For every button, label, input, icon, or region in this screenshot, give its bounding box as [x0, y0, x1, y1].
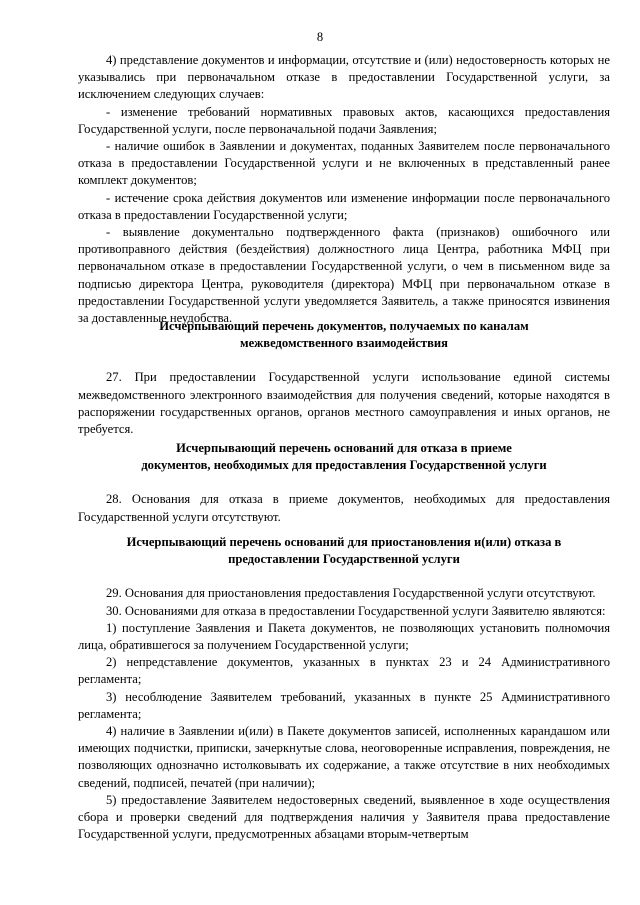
exception-4: - выявление документально подтвержденного факта (признаков) ошибочного или противоправного действия (бездействия) должностного лица Центра, работника МФЦ при первоначальном отказе в предоставлении Государственной услуги, о чем в письменном виде за подписью директора Центра, руководителя (директора) МФЦ при первоначальном отказе в предоставлении Государственной услуги уведомляется Заявитель, а также приносятся извинения за доставленные неудобства. [78, 225, 610, 326]
exception-1: - изменение требований нормативных правовых актов, касающихся предоставления Государственной услуги, после первоначальной подачи Заявления; [78, 104, 610, 136]
paragraph-27: 27. При предоставлении Государственной услуги использование единой системы межведомственного электронного взаимодействия для получения сведений, которые находятся в распоряжении государственных органов, органов местного самоуправления и иных органов, не требуется. [78, 370, 610, 437]
section-interagency [78, 318, 610, 438]
exception-3: - истечение срока действия документов или изменение информации после первоначального отказа в предоставлении Государственной услуги; [78, 190, 610, 222]
ground-3: 3) несоблюдение Заявителем требований, указанных в пункте 25 Административного регламента; [78, 689, 610, 721]
ground-5: 5) предоставление Заявителем недостоверных сведений, выявленное в ходе осуществления сбора и проверки сведений для подтверждения наличия у Заявителя права предоставление Государственной услуги, предусмотренных абзацами вторым-четвертым [78, 792, 610, 842]
section-heading-line1: Исчерпывающий перечень оснований для отказа в приеме [176, 441, 512, 455]
paragraph-30: 30. Основаниями для отказа в предоставлении Государственной услуги Заявителю являются: [106, 603, 606, 618]
section-heading-line1: Исчерпывающий перечень оснований для приостановления и(или) отказа в [126, 535, 562, 549]
block-refusal-exceptions [78, 52, 610, 327]
item-4: 4) представление документов и информации, отсутствие и (или) недостоверность которых не указывались при первоначальном отказе в предоставлении Государственной услуги, за исключением следующих случаев: [78, 53, 610, 102]
ground-4: 4) наличие в Заявлении и(или) в Пакете документов записей, исполненных карандашом или имеющих подчистки, приписки, зачеркнутые слова, неоговоренные исправления, повреждения, не позволяющих однозначно истолковывать их содержание, а также отсутствие в них необходимых сведений, подписей, печатей (при наличии); [78, 724, 610, 790]
section-suspension-refusal [78, 534, 610, 843]
ground-1: 1) поступление Заявления и Пакета документов, не позволяющих установить полномочия лица, обратившегося за получением Государственной услуги; [78, 620, 610, 653]
section-acceptance-refusal [78, 440, 610, 526]
paragraph-29: 29. Основания для приостановления предоставления Государственной услуги отсутствуют. [106, 586, 596, 601]
page-number: 8 [316, 30, 324, 44]
section-heading-line2: предоставлении Государственной услуги [228, 552, 460, 567]
ground-2: 2) непредставление документов, указанных в пунктах 23 и 24 Административного регламента; [78, 655, 610, 687]
paragraph-28: 28. Основания для отказа в приеме документов, необходимых для предоставления Государственной услуги отсутствуют. [78, 492, 610, 524]
section-heading-line1: Исчерпывающий перечень документов, получаемых по каналам [159, 319, 529, 333]
section-heading-line2: межведомственного взаимодействия [240, 336, 448, 351]
exception-2: - наличие ошибок в Заявлении и документах, поданных Заявителем после первоначального отказа в предоставлении Государственной услуги и не включенных в представленный ранее комплект документов; [78, 139, 610, 188]
section-heading-line2: документов, необходимых для предоставления Государственной услуги [141, 458, 547, 473]
